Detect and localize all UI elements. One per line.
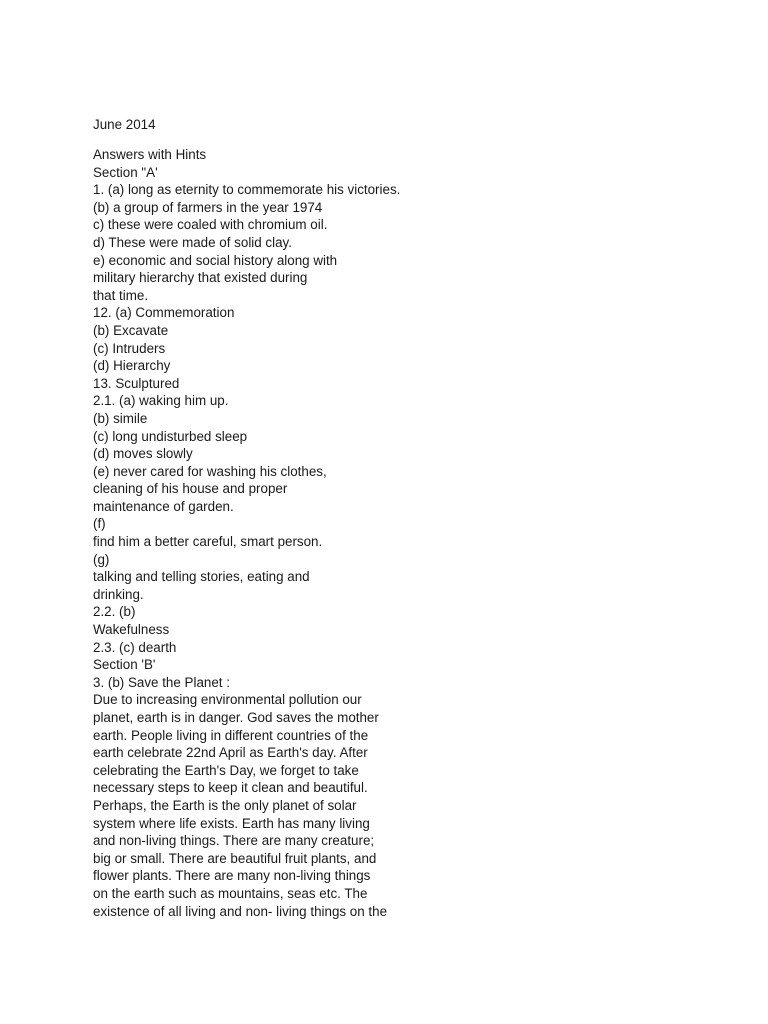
text-line: existence of all living and non- living things on the <box>93 903 388 919</box>
text-line: maintenance of garden. <box>93 498 234 514</box>
document-date: June 2014 <box>93 117 156 132</box>
document-body <box>93 146 693 920</box>
text-line: that time. <box>93 287 149 303</box>
text-line: drinking. <box>93 586 144 602</box>
text-line: 1. (a) long as eternity to commemorate his victories. <box>93 182 401 198</box>
text-line: d) These were made of solid clay. <box>93 234 292 250</box>
text-line: necessary steps to keep it clean and beautiful. <box>93 780 368 796</box>
text-line: Wakefulness <box>93 622 170 638</box>
text-line: c) these were coaled with chromium oil. <box>93 217 328 233</box>
text-line: flower plants. There are many non-living things <box>93 868 371 884</box>
text-line: 2.3. (c) dearth <box>93 639 177 655</box>
text-line: talking and telling stories, eating and <box>93 569 310 585</box>
text-line: and non-living things. There are many creature; <box>93 833 375 849</box>
text-line: big or small. There are beautiful fruit plants, and <box>93 850 377 866</box>
text-line: on the earth such as mountains, seas etc. The <box>93 885 368 901</box>
text-line: (e) never cared for washing his clothes, <box>93 463 327 479</box>
text-line: 12. (a) Commemoration <box>93 305 235 321</box>
text-line: (d) Hierarchy <box>93 358 171 374</box>
text-line: (c) Intruders <box>93 340 166 356</box>
text-line: military hierarchy that existed during <box>93 270 308 286</box>
text-line: 3. (b) Save the Planet : <box>93 674 230 690</box>
text-line: cleaning of his house and proper <box>93 481 288 497</box>
text-line: 13. Sculptured <box>93 375 180 391</box>
text-line: 2.2. (b) <box>93 604 136 620</box>
text-line: (b) simile <box>93 410 148 426</box>
text-line: (d) moves slowly <box>93 446 193 462</box>
text-line: (b) a group of farmers in the year 1974 <box>93 199 323 215</box>
text-line: earth. People living in different countries of the <box>93 727 369 743</box>
text-line: 2.1. (a) waking him up. <box>93 393 229 409</box>
text-line: find him a better careful, smart person. <box>93 534 323 550</box>
text-line: Answers with Hints <box>93 147 207 162</box>
text-line: (c) long undisturbed sleep <box>93 428 248 444</box>
text-line: (f) <box>93 516 106 532</box>
text-line: (b) Excavate <box>93 322 169 338</box>
text-line: Perhaps, the Earth is the only planet of solar <box>93 797 357 813</box>
text-line: celebrating the Earth's Day, we forget to take <box>93 762 359 778</box>
text-line: earth celebrate 22nd April as Earth's day. After <box>93 745 368 761</box>
text-line: (g) <box>93 551 110 567</box>
text-line: Section 'B' <box>93 657 156 673</box>
text-line: Section "A' <box>93 164 158 180</box>
text-line: Due to increasing environmental pollution our <box>93 692 362 708</box>
text-line: system where life exists. Earth has many living <box>93 815 370 831</box>
text-line: e) economic and social history along with <box>93 252 338 268</box>
text-line: planet, earth is in danger. God saves the mother <box>93 710 379 725</box>
